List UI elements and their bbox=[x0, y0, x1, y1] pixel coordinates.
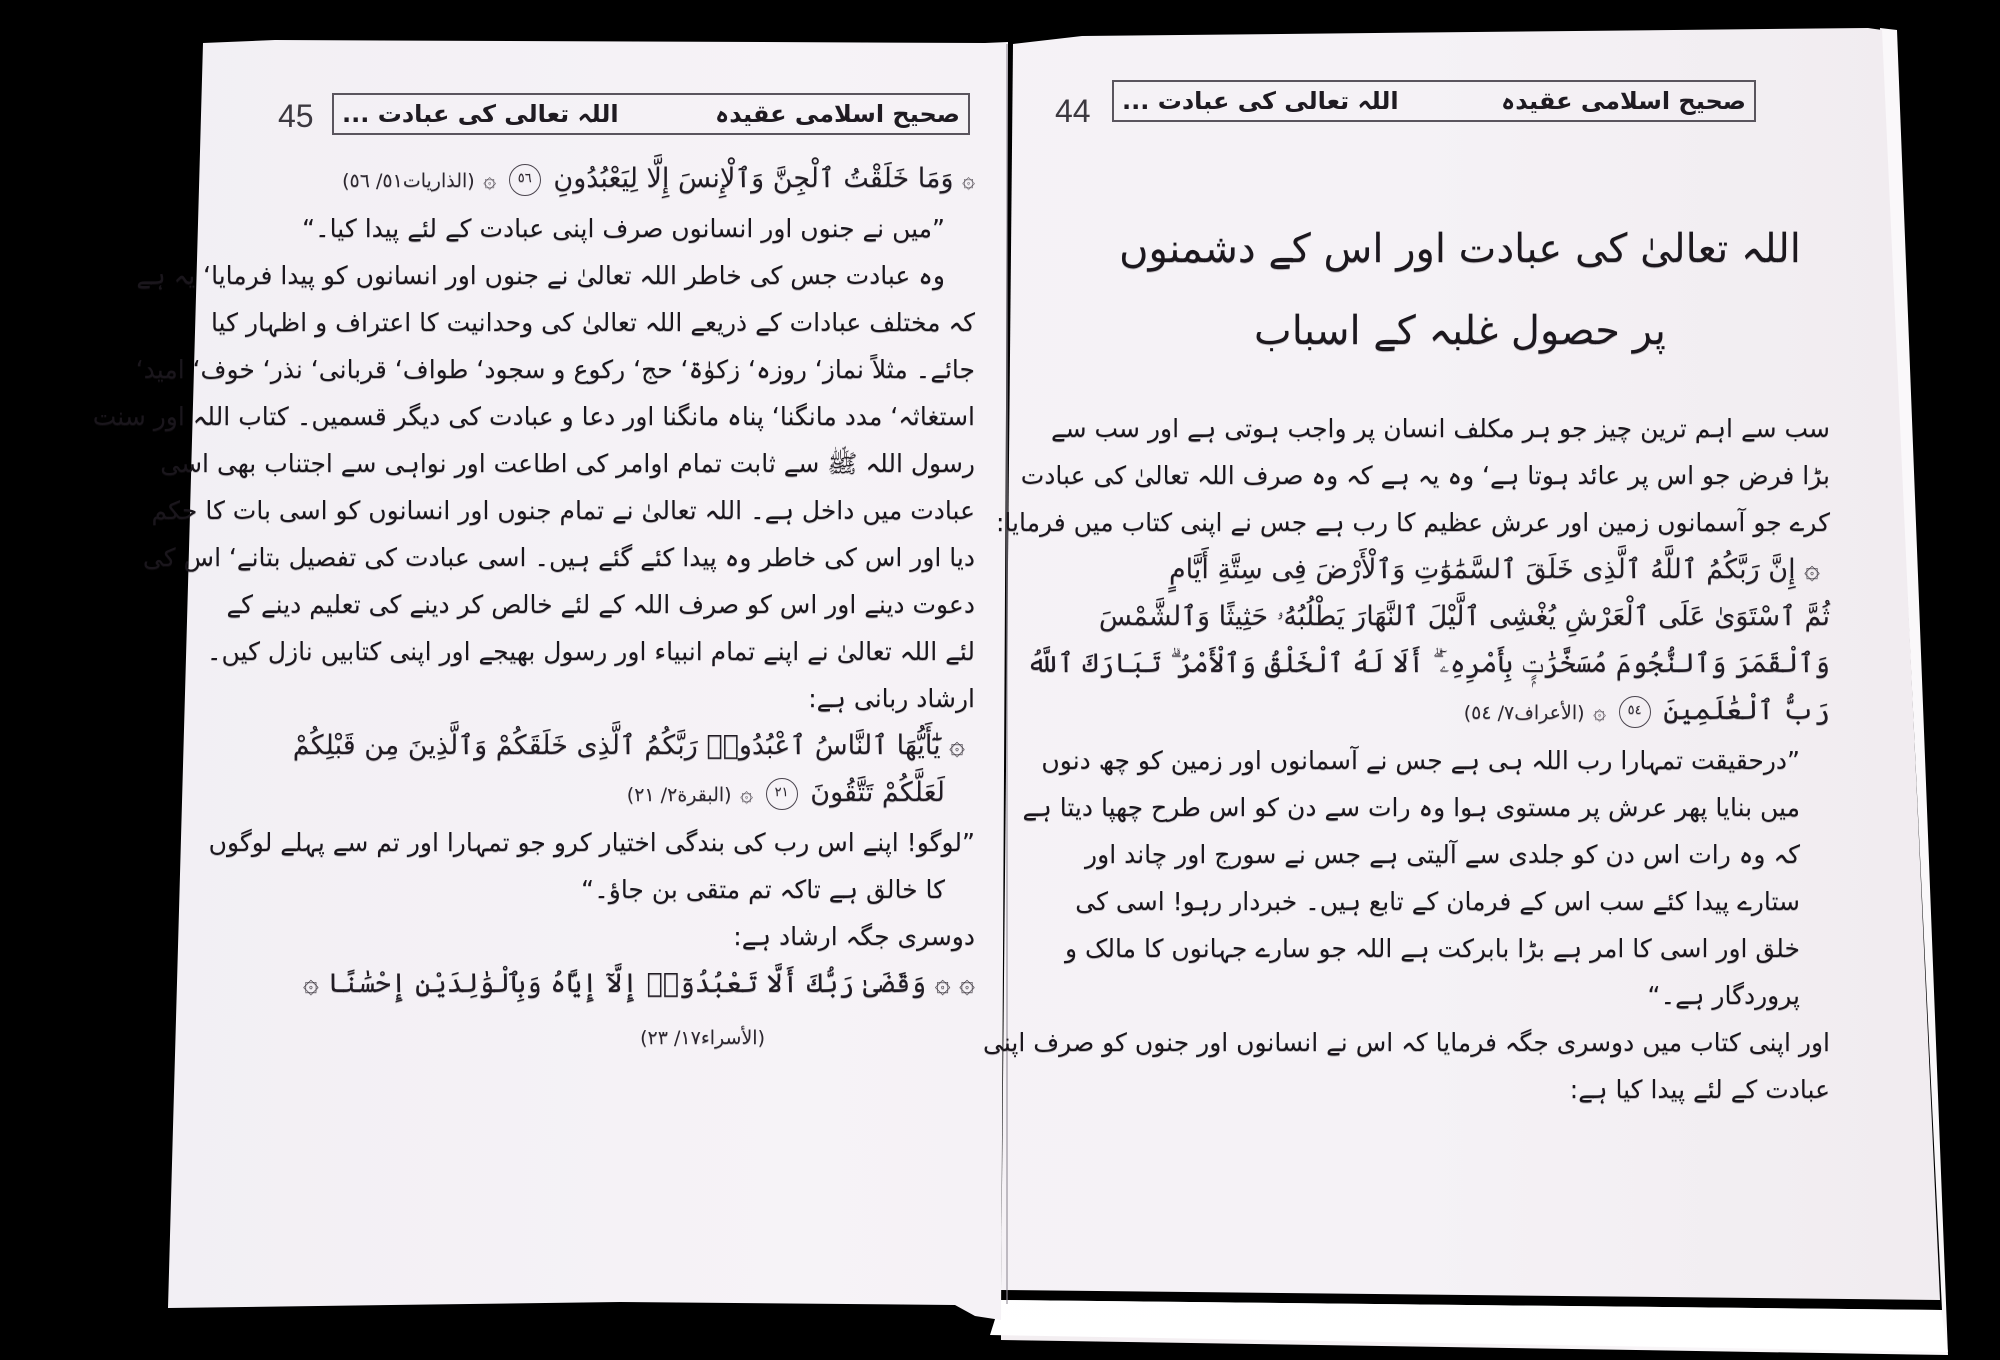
quran-verse-line: ثُمَّ ٱسْتَوَىٰ عَلَى ٱلْعَرْشِ يُغْشِى ٱلَّيْلَ ٱلنَّهَارَ يَطْلُبُهُۥ حَثِيثًا وَٱلشَّمْسَ bbox=[1098, 601, 1830, 632]
paragraph-line: سب سے اہم ترین چیز جو ہر مکلف انسان پر واجب ہوتی ہے اور سب سے bbox=[1050, 414, 1830, 443]
verse-translation-line: ستارے پیدا کئے سب اس کے فرمان کے تابع ہیں۔ خبردار رہو! اسی کی bbox=[1075, 887, 1800, 916]
verse-arabic-text: وَمَا خَلَقْتُ ٱلْجِنَّ وَٱلْإِنسَ إِلَّا لِيَعْبُدُونِ bbox=[553, 163, 954, 194]
quran-verse-line bbox=[1065, 687, 1830, 737]
header-chapter-title: اللہ تعالی کی عبادت ... bbox=[1122, 87, 1399, 115]
right-page-body bbox=[983, 405, 1830, 1113]
verse-reference: (الذاریات٥١/ ٥٦) bbox=[342, 170, 475, 192]
paragraph-line: دعوت دینے اور اس کو صرف اللہ کے لئے خالص کر دینے کی تعلیم دینے کے bbox=[226, 590, 975, 619]
verse-translation-line: پروردگار ہے۔“ bbox=[1647, 981, 1800, 1010]
verse-close-ornament: ۞ bbox=[740, 782, 754, 807]
verse-translation-line: کہ وہ رات اس دن کو جلدی سے آلیتی ہے جس نے سورج اور چاند اور bbox=[1085, 840, 1800, 869]
left-page-body bbox=[92, 155, 975, 1062]
verse-intro: ارشاد ربانی ہے: bbox=[808, 684, 975, 713]
chapter-heading bbox=[1080, 208, 1840, 372]
verse-translation-line: خلق اور اسی کا امر ہے بڑا بابرکت ہے اللہ جو سارے جہانوں کا مالک و bbox=[1064, 934, 1800, 963]
chapter-heading-line: اللہ تعالیٰ کی عبادت اور اس کے دشمنوں bbox=[1119, 226, 1801, 272]
right-page-header bbox=[1112, 80, 1756, 122]
header-book-title: صحیح اسلامی عقیدہ bbox=[1501, 87, 1746, 115]
verse-reference: (البقرة٢/ ٢١) bbox=[626, 784, 732, 806]
ayah-number-marker: ٥٦ bbox=[509, 164, 541, 196]
verse-close-ornament: ۞ bbox=[483, 168, 497, 193]
ayah-number-marker: ٢١ bbox=[766, 778, 798, 810]
quran-verse-line: ۞ إِنَّ رَبَّكُمُ ٱللَّهُ ٱلَّذِى خَلَقَ ٱلسَّمَٰوَٰتِ وَٱلْأَرْضَ فِى سِتَّةِ أَيَّامٍ bbox=[1168, 554, 1820, 585]
verse-translation-line: ”لوگو! اپنے اس رب کی بندگی اختیار کرو جو تمہارا اور تم سے پہلے لوگوں bbox=[208, 828, 975, 857]
verse-translation-line: میں بنایا پھر عرش پر مستوی ہوا وہ رات سے دن کو اس طرح چھپا دیتا ہے bbox=[1022, 793, 1800, 822]
right-page-number: 44 bbox=[1055, 93, 1091, 129]
header-chapter-title: اللہ تعالی کی عبادت ... bbox=[342, 100, 619, 128]
paragraph-line: استغاثہ‘ مدد مانگنا‘ پناہ مانگنا اور دعا و عبادت کی دیگر قسمیں۔ کتاب اللہ اور سنت bbox=[92, 402, 975, 431]
book-gutter bbox=[1006, 44, 1008, 1304]
header-book-title: صحیح اسلامی عقیدہ bbox=[715, 100, 960, 128]
verse-arabic-text: رَبُّ ٱلْعَٰلَمِينَ bbox=[1663, 695, 1830, 726]
paragraph-line: کرے جو آسمانوں زمین اور عرش عظیم کا رب ہے جس نے اپنی کتاب میں فرمایا: bbox=[995, 508, 1830, 537]
verse-translation: ”میں نے جنوں اور انسانوں صرف اپنی عبادت کے لئے پیدا کیا۔“ bbox=[302, 214, 945, 243]
quran-verse bbox=[230, 155, 975, 205]
paragraph-line: عبادت کے لئے پیدا کیا ہے: bbox=[1569, 1075, 1830, 1104]
ayah-number-marker: ٥٤ bbox=[1619, 696, 1651, 728]
paragraph-line: جائے۔ مثلاً نماز‘ روزہ‘ زکوٰۃ‘ حج‘ رکوع و سجود‘ طواف‘ قربانی‘ نذر‘ خوف‘ امید‘ bbox=[135, 355, 975, 384]
verse-reference: (الأعراف٧/ ٥٤) bbox=[1463, 702, 1585, 724]
paragraph-line: اور اپنی کتاب میں دوسری جگہ فرمایا کہ اس نے انسانوں اور جنوں کو صرف اپنی bbox=[983, 1028, 1830, 1057]
chapter-heading-line: پر حصول غلبہ کے اسباب bbox=[1254, 308, 1666, 354]
quran-verse-line: ۞ ۞ وَقَضَىٰ رَبُّكَ أَلَّا تَعْبُدُوٓا۟ إِلَّآ إِيَّاهُ وَبِٱلْوَٰلِدَيْنِ إِحْسَٰنًا ۞ bbox=[303, 968, 975, 999]
quran-verse-line: ۞ يَٰٓأَيُّهَا ٱلنَّاسُ ٱعْبُدُوا۟ رَبَّكُمُ ٱلَّذِى خَلَقَكُمْ وَٱلَّذِينَ مِن قَبْلِكُمْ bbox=[292, 730, 965, 761]
verse-arabic-text: لَعَلَّكُمْ تَتَّقُونَ bbox=[810, 777, 945, 808]
paragraph-line: وہ عبادت جس کی خاطر اللہ تعالیٰ نے جنوں اور انسانوں کو پیدا فرمایا‘ یہ ہے bbox=[136, 261, 945, 290]
paragraph-line: رسول اللہ ﷺ سے ثابت تمام اوامر کی اطاعت اور نواہی سے اجتناب بھی اسی bbox=[160, 449, 975, 478]
quran-verse-line bbox=[230, 769, 975, 819]
verse-reference: (الأسراء١٧/ ٢٣) bbox=[640, 1027, 765, 1049]
verse-translation-line: کا خالق ہے تاکہ تم متقی بن جاؤ۔“ bbox=[581, 875, 945, 904]
left-page-header bbox=[332, 93, 970, 135]
paragraph-line: عبادت میں داخل ہے۔ اللہ تعالیٰ نے تمام جنوں اور انسانوں کو اسی بات کا حکم bbox=[151, 496, 975, 525]
verse-translation-line: ”درحقیقت تمہارا رب اللہ ہی ہے جس نے آسمانوں اور زمین کو چھ دنوں bbox=[1041, 746, 1800, 775]
paragraph-line: بڑا فرض جو اس پر عائد ہوتا ہے‘ وہ یہ ہے کہ وہ صرف اللہ تعالیٰ کی عبادت bbox=[1020, 461, 1830, 490]
paragraph-line: کہ مختلف عبادات کے ذریعے اللہ تعالیٰ کی وحدانیت کا اعتراف و اظہار کیا bbox=[210, 308, 975, 337]
paragraph-line: لئے اللہ تعالیٰ نے اپنے تمام انبیاء اور رسول بھیجے اور اپنی کتابیں نازل کیں۔ bbox=[206, 637, 975, 666]
verse-intro: دوسری جگہ ارشاد ہے: bbox=[733, 922, 975, 951]
paragraph-line: دیا اور اس کی خاطر وہ پیدا کئے گئے ہیں۔ اسی عبادت کی تفصیل بتانے‘ اس کی bbox=[142, 543, 975, 572]
left-page-number: 45 bbox=[278, 98, 314, 134]
verse-open-ornament: ۞ bbox=[962, 168, 975, 193]
verse-close-ornament: ۞ bbox=[1593, 700, 1607, 725]
quran-verse-line: وَٱلْقَمَرَ وَٱلنُّجُومَ مُسَخَّرَٰتٍۭ بِأَمْرِهِۦٓ ۗ أَلَا لَهُ ٱلْخَلْقُ وَٱلْأَمْرُ ۗ تَبَارَكَ ٱللَّهُ bbox=[1026, 648, 1830, 679]
